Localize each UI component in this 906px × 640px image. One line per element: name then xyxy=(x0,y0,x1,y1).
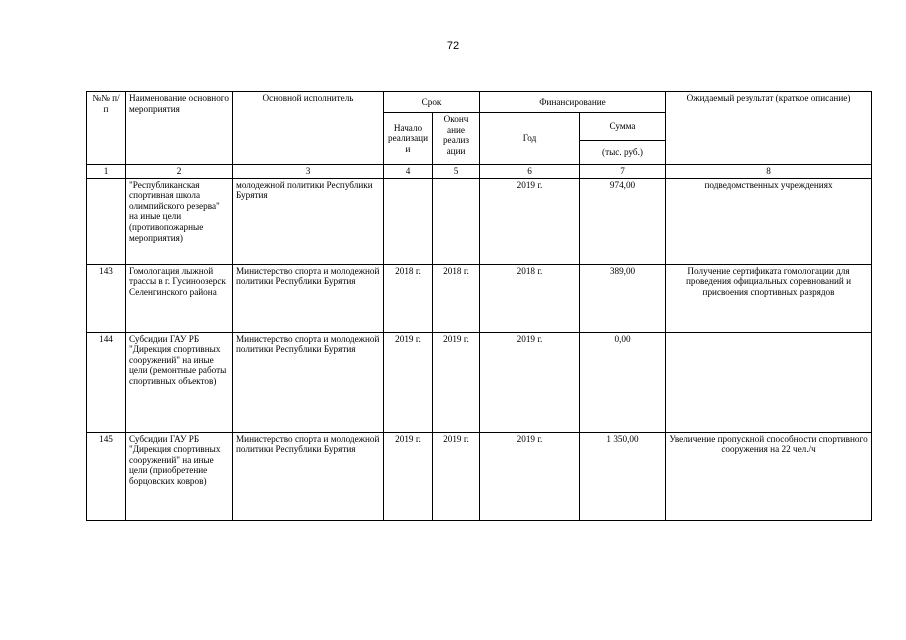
header-sum: Сумма xyxy=(580,113,666,141)
row-end xyxy=(433,178,480,264)
column-number: 1 xyxy=(87,165,126,179)
row-year: 2019 г. xyxy=(480,432,580,520)
row-sum: 0,00 xyxy=(580,332,666,432)
column-number: 4 xyxy=(384,165,433,179)
row-result: Увеличение пропускной способности спортивного сооружения на 22 чел./ч xyxy=(666,432,872,520)
header-num: №№ п/п xyxy=(87,92,126,165)
header-year: Год xyxy=(480,113,580,165)
row-num: 145 xyxy=(87,432,126,520)
header-sum-unit: (тыс. руб.) xyxy=(580,140,666,164)
column-number: 7 xyxy=(580,165,666,179)
row-name: Гомологация лыжной трассы в г. Гусиноозерск Селенгинского района xyxy=(126,264,233,332)
row-year: 2018 г. xyxy=(480,264,580,332)
header-term: Срок xyxy=(384,92,480,113)
column-number: 2 xyxy=(126,165,233,179)
row-sum: 389,00 xyxy=(580,264,666,332)
column-number: 6 xyxy=(480,165,580,179)
header-row xyxy=(87,92,872,113)
table-row xyxy=(87,332,872,432)
row-num xyxy=(87,178,126,264)
row-executor: Министерство спорта и молодежной политики Республики Бурятия xyxy=(233,432,384,520)
row-name: Субсидии ГАУ РБ "Дирекция спортивных сооружений" на иные цели (приобретение борцовских ковров) xyxy=(126,432,233,520)
row-num: 144 xyxy=(87,332,126,432)
row-num: 143 xyxy=(87,264,126,332)
row-executor: Министерство спорта и молодежной политики Республики Бурятия xyxy=(233,264,384,332)
row-end: 2018 г. xyxy=(433,264,480,332)
row-executor: молодежной политики Республики Бурятия xyxy=(233,178,384,264)
header-financing: Финансирование xyxy=(480,92,666,113)
row-result xyxy=(666,332,872,432)
column-number: 3 xyxy=(233,165,384,179)
header-result: Ожидаемый результат (краткое описание) xyxy=(666,92,872,165)
row-result: Получение сертификата гомологации для проведения официальных соревнований и присвоения спортивных разрядов xyxy=(666,264,872,332)
row-sum: 1 350,00 xyxy=(580,432,666,520)
column-number-row xyxy=(87,165,872,179)
row-end: 2019 г. xyxy=(433,332,480,432)
row-start: 2018 г. xyxy=(384,264,433,332)
table-row xyxy=(87,264,872,332)
row-start xyxy=(384,178,433,264)
header-executor: Основной исполнитель xyxy=(233,92,384,165)
row-result: подведомственных учреждениях xyxy=(666,178,872,264)
header-name: Наименование основного мероприятия xyxy=(126,92,233,165)
row-sum: 974,00 xyxy=(580,178,666,264)
page-number: 72 xyxy=(446,40,460,52)
measures-table xyxy=(86,91,872,521)
header-start: Начало реализаци и xyxy=(384,113,433,165)
row-start: 2019 г. xyxy=(384,332,433,432)
row-executor: Министерство спорта и молодежной политики Республики Бурятия xyxy=(233,332,384,432)
column-number: 8 xyxy=(666,165,872,179)
row-end: 2019 г. xyxy=(433,432,480,520)
column-number: 5 xyxy=(433,165,480,179)
table-row xyxy=(87,178,872,264)
row-year: 2019 г. xyxy=(480,332,580,432)
row-year: 2019 г. xyxy=(480,178,580,264)
row-start: 2019 г. xyxy=(384,432,433,520)
row-name: "Республиканская спортивная школа олимпийского резерва" на иные цели (противопожарные мероприятия) xyxy=(126,178,233,264)
row-name: Субсидии ГАУ РБ "Дирекция спортивных сооружений" на иные цели (ремонтные работы спортивных объектов) xyxy=(126,332,233,432)
header-end: Оконч ание реализ ации xyxy=(433,113,480,165)
table-row xyxy=(87,432,872,520)
